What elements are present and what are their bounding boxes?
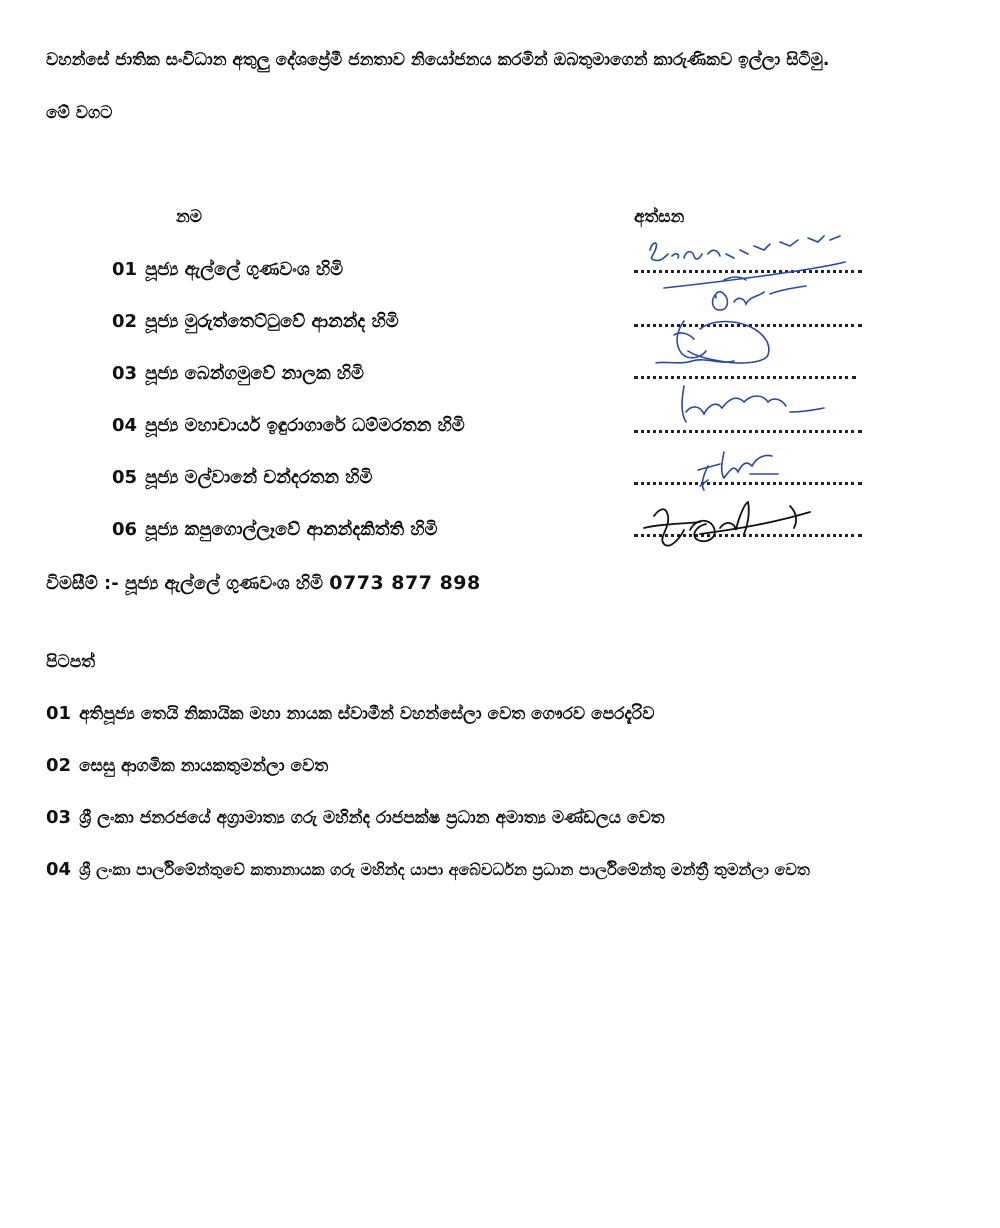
signature-column-header: අත්සන [634,207,685,227]
copy-text: සෙසු ආගමික නායකතුමන්ලා වෙත [79,756,329,776]
signer-name: පූජ්‍ය කපුගොල්ලෑවේ ආනන්දකිත්ති හිමි [145,519,438,540]
copy-number: 02 [46,755,72,776]
signer-number: 04 [112,415,138,436]
copy-item [46,754,328,778]
intro-paragraph: වහන්සේ ජාතික සංවිධාන අතුලු දේශප්‍රේමී ජනතාව නියෝජනය කරමින් ඔබතුමාගෙන් කාරුණිකව ඉල්ලා සිටිමු. [46,50,830,70]
copy-text: ශ්‍රී ලංකා ජනරජයේ අග්‍රාමාත්‍ය ගරු මහින්ද රාජපක්ෂ ප්‍රධාන අමාත්‍ය මණ්ඩලය වෙත [79,808,665,828]
signer-row [112,466,372,490]
copy-text: ශ්‍රී ලංකා පාර්ලිමේන්තුවේ කතානායක ගරු මහින්ද යාපා අබේවර්ධන ප්‍රධාන පාර්ලිමේන්තු මන්ත්‍රී තුමන්ලා වෙත [79,860,810,879]
copy-item [46,702,654,726]
signer-row [112,310,399,334]
signer-name: පූජ්‍ය ඇල්ලේ ගුණවංශ හිමි [145,259,344,280]
signer-row [112,414,465,438]
signer-name: පූජ්‍ය මල්වානේ චන්දරතන හිමි [145,467,373,488]
signer-number: 01 [112,259,138,280]
signer-number: 06 [112,519,138,540]
signature-4 [670,382,830,442]
copy-text: අතිපූජ්‍ය තෙයි නිකායික මහා නායක ස්වාමීන් වහන්සේලා වෙත ගෞරව පෙරදැරිව [79,704,655,724]
copy-item [46,858,810,882]
copy-item [46,806,665,830]
signer-number: 02 [112,311,138,332]
phone-number: 0773 877 898 [329,572,481,594]
copies-heading: පිටපත් [46,652,96,672]
signer-name: පූජ්‍ය මුරුත්තෙට්ටුවේ ආනන්ද හිමි [145,311,399,332]
copy-number: 03 [46,807,72,828]
signer-row [112,518,438,542]
signer-row [112,258,343,282]
copy-number: 01 [46,703,72,724]
contact-line [46,571,481,596]
signer-name: පූජ්‍ය මහාචාර්ය ඉඳුරාගාරේ ධම්මරතන හිමි [145,415,465,436]
signature-6 [640,494,840,564]
signer-row [112,362,364,386]
signature-5 [680,440,800,500]
contact-label: විමසීම් :- පූජ්‍ය ඇල්ලේ ගුණවංශ හිමි [46,573,324,594]
signer-number: 05 [112,467,138,488]
copy-number: 04 [46,859,72,880]
name-column-header: නම [176,207,203,227]
signature-3 [650,315,790,385]
signer-name: පූජ්‍ය බෙන්ගමුවේ නාලක හිමි [145,363,364,384]
closing-phrase: මේ වගට [46,103,113,123]
signer-number: 03 [112,363,138,384]
